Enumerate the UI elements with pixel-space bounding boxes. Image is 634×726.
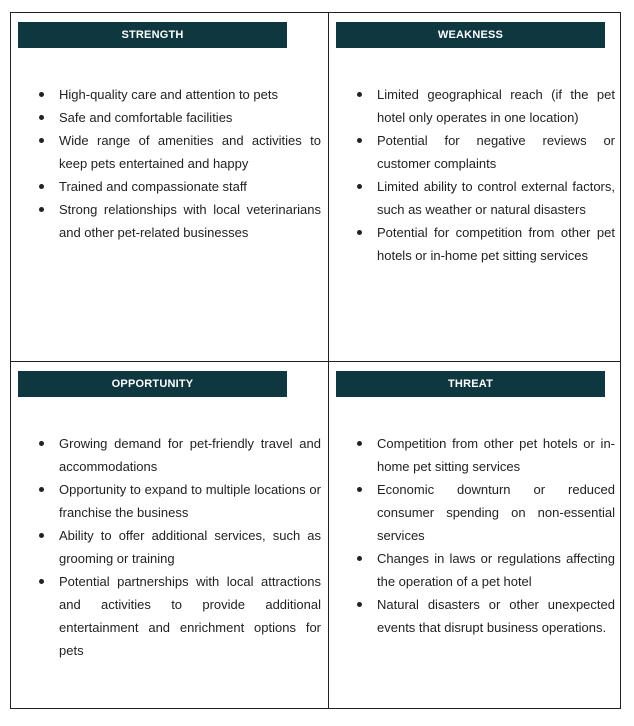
list-item-text: Competition from other pet hotels or in-home pet sitting services — [377, 436, 615, 474]
list-item-text: Natural disasters or other unexpected events that disrupt business operations. — [377, 597, 615, 635]
strength-header: STRENGTH — [18, 22, 287, 48]
list-item — [11, 198, 321, 244]
list-item-text: Opportunity to expand to multiple locations or franchise the business — [59, 482, 321, 520]
bullet-icon — [39, 207, 44, 212]
list-item — [11, 570, 321, 662]
swot-table — [10, 12, 621, 709]
list-item — [329, 432, 615, 478]
list-item-text: Growing demand for pet-friendly travel and accommodations — [59, 436, 321, 474]
bullet-icon — [39, 184, 44, 189]
bullet-icon — [357, 92, 362, 97]
strength-quadrant — [11, 13, 328, 361]
threat-quadrant — [328, 361, 620, 708]
bullet-icon — [357, 602, 362, 607]
bullet-icon — [39, 92, 44, 97]
strength-list — [11, 83, 321, 244]
bullet-icon — [39, 441, 44, 446]
bullet-icon — [39, 115, 44, 120]
list-item — [329, 593, 615, 639]
bullet-icon — [39, 579, 44, 584]
bullet-icon — [357, 138, 362, 143]
list-item-text: Limited ability to control external factors, such as weather or natural disasters — [377, 179, 615, 217]
bullet-icon — [39, 138, 44, 143]
list-item-text: Limited geographical reach (if the pet hotel only operates in one location) — [377, 87, 615, 125]
list-item — [11, 106, 321, 129]
list-item — [329, 129, 615, 175]
list-item-text: Potential for negative reviews or customer complaints — [377, 133, 615, 171]
list-item — [11, 524, 321, 570]
threat-header: THREAT — [336, 371, 605, 397]
list-item — [329, 221, 615, 267]
list-item — [329, 547, 615, 593]
list-item — [11, 478, 321, 524]
weakness-header: WEAKNESS — [336, 22, 605, 48]
list-item-text: Potential partnerships with local attractions and activities to provide additional entertainment and enrichment options for pets — [59, 574, 321, 658]
list-item-text: Safe and comfortable facilities — [59, 110, 233, 125]
bullet-icon — [357, 556, 362, 561]
list-item-text: Ability to offer additional services, such as grooming or training — [59, 528, 321, 566]
weakness-list — [329, 83, 615, 267]
opportunity-list — [11, 432, 321, 662]
weakness-quadrant — [328, 13, 620, 361]
opportunity-quadrant — [11, 361, 328, 708]
list-item — [11, 129, 321, 175]
threat-list — [329, 432, 615, 639]
list-item-text: Potential for competition from other pet hotels or in-home pet sitting services — [377, 225, 615, 263]
list-item-text: Strong relationships with local veterinarians and other pet-related businesses — [59, 202, 321, 240]
list-item — [329, 175, 615, 221]
list-item-text: Changes in laws or regulations affecting the operation of a pet hotel — [377, 551, 615, 589]
list-item — [11, 175, 321, 198]
list-item — [11, 432, 321, 478]
list-item-text: Economic downturn or reduced consumer spending on non-essential services — [377, 482, 615, 543]
list-item-text: Wide range of amenities and activities to keep pets entertained and happy — [59, 133, 321, 171]
list-item-text: High-quality care and attention to pets — [59, 87, 278, 102]
list-item — [11, 83, 321, 106]
opportunity-header: OPPORTUNITY — [18, 371, 287, 397]
bullet-icon — [39, 487, 44, 492]
list-item — [329, 478, 615, 547]
bullet-icon — [357, 487, 362, 492]
list-item-text: Trained and compassionate staff — [59, 179, 247, 194]
bullet-icon — [357, 230, 362, 235]
list-item — [329, 83, 615, 129]
bullet-icon — [357, 441, 362, 446]
bullet-icon — [39, 533, 44, 538]
bullet-icon — [357, 184, 362, 189]
